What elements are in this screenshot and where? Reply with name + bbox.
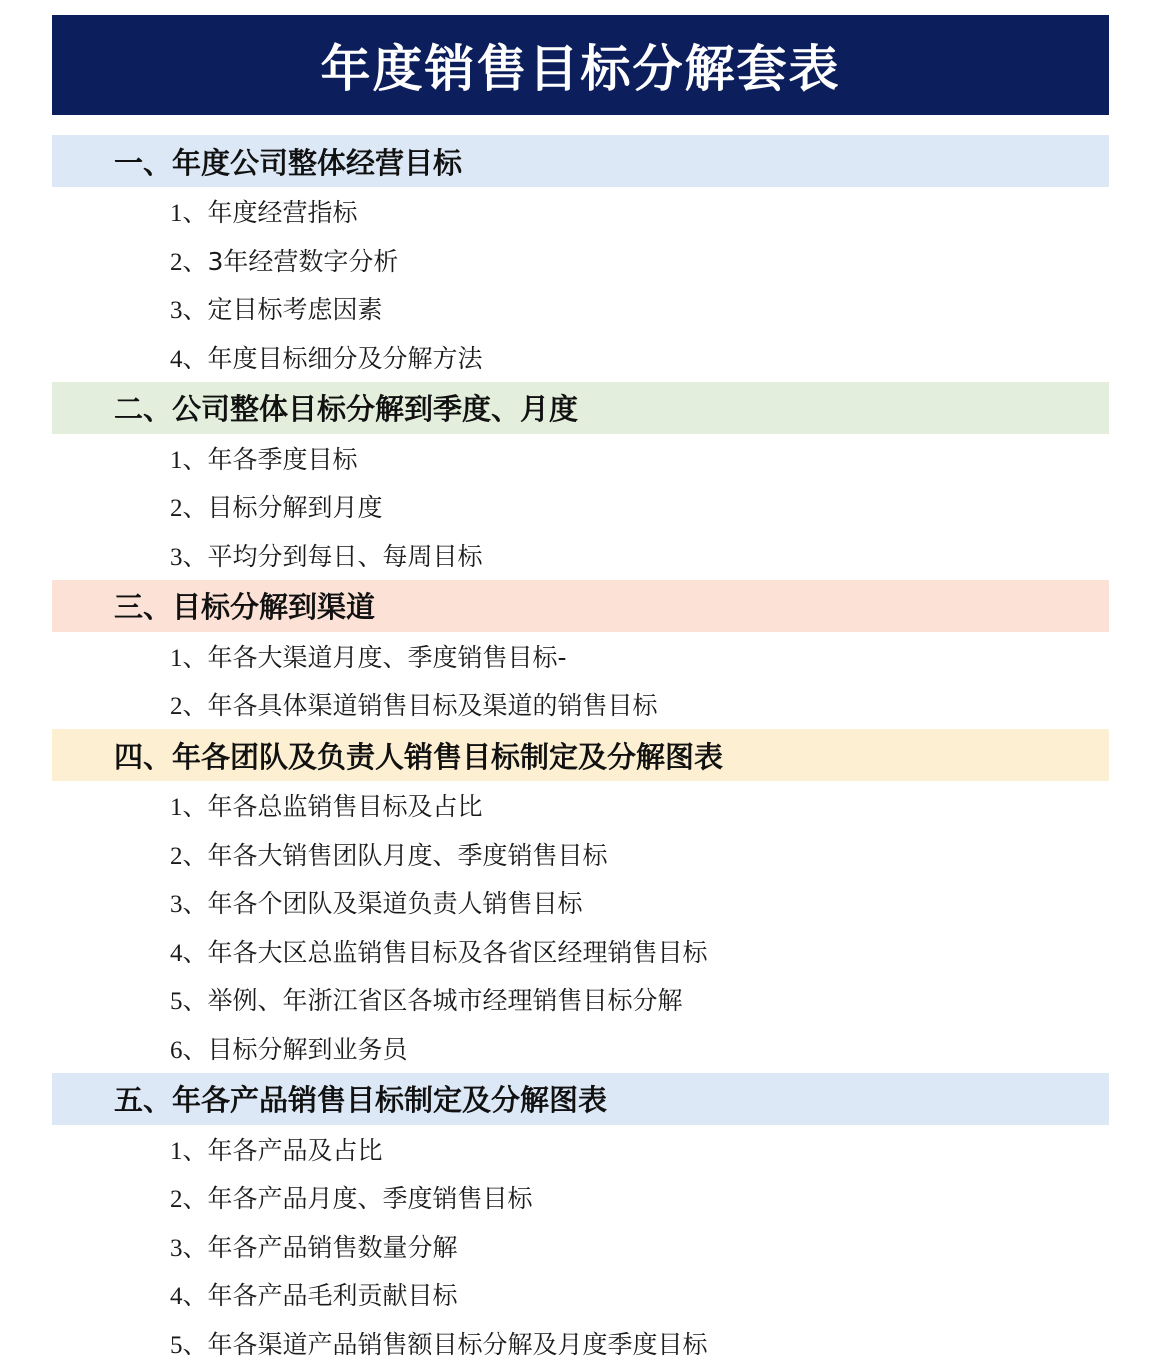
item-text: 举例、年浙江省区各城市经理销售目标分解: [207, 986, 683, 1015]
item-number: 4、: [170, 939, 208, 967]
item-number: 4、: [170, 345, 208, 373]
list-item: [170, 1028, 408, 1068]
item-text: 年各具体渠道销售目标及渠道的销售目标: [207, 691, 658, 720]
item-text: 目标分解到月度: [207, 493, 383, 522]
list-item: [170, 240, 398, 280]
section-title: 三、目标分解到渠道: [114, 590, 376, 624]
item-number: 1、: [170, 1137, 208, 1165]
section-title: 一、年度公司整体经营目标: [114, 145, 463, 180]
item-text: 年各个团队及渠道负责人销售目标: [207, 889, 583, 918]
item-number: 1、: [170, 200, 208, 227]
item-text: 年各总监销售目标及占比: [207, 792, 483, 821]
list-item: [170, 1323, 708, 1363]
item-text: 年各大渠道月度、季度销售目标-: [207, 642, 567, 672]
item-number: 2、: [170, 248, 208, 276]
item-text: 平均分到每日、每周目标: [207, 541, 483, 571]
item-text: 年各产品销售数量分解: [207, 1232, 458, 1262]
list-item: [170, 636, 567, 676]
item-number: 4、: [170, 1283, 208, 1310]
page-title: 年度销售目标分解套表: [320, 40, 841, 98]
item-number: 6、: [170, 1036, 208, 1064]
item-text: 目标分解到业务员: [207, 1034, 408, 1064]
item-text: 年各大销售团队月度、季度销售目标: [207, 840, 608, 870]
list-item: [170, 337, 483, 377]
list-item: [170, 438, 358, 478]
list-item: [170, 834, 608, 874]
item-number: 1、: [170, 794, 208, 821]
item-text: 年度目标细分及分解方法: [207, 343, 483, 373]
list-item: [170, 931, 708, 971]
item-number: 2、: [170, 693, 208, 720]
item-text: 年各产品及占比: [207, 1135, 383, 1165]
list-item: [170, 1129, 383, 1169]
item-text: 定目标考虑因素: [207, 295, 383, 324]
list-item: [170, 785, 483, 825]
list-item: [170, 1226, 458, 1266]
item-text: 年各产品月度、季度销售目标: [207, 1184, 533, 1213]
item-text: 年各渠道产品销售额目标分解及月度季度目标: [207, 1329, 708, 1359]
list-item: [170, 882, 583, 922]
item-text: 年度经营指标: [207, 198, 358, 227]
list-item: [170, 191, 358, 231]
list-item: [170, 1274, 458, 1314]
section-header: [52, 1073, 1109, 1125]
item-number: 5、: [170, 988, 208, 1015]
title-banner: [52, 15, 1109, 115]
list-item: [170, 486, 383, 526]
section-title: 四、年各团队及负责人销售目标制定及分解图表: [114, 739, 724, 774]
section-header: [52, 580, 1109, 632]
section-title: 二、公司整体目标分解到季度、月度: [114, 392, 579, 426]
list-item: [170, 535, 483, 575]
item-number: 2、: [170, 495, 208, 522]
item-number: 2、: [170, 842, 208, 870]
item-number: 3、: [170, 1234, 208, 1262]
item-number: 1、: [170, 644, 208, 672]
section-title: 五、年各产品销售目标制定及分解图表: [114, 1083, 608, 1117]
section-header: [52, 382, 1109, 434]
section-header: [52, 729, 1109, 781]
item-number: 5、: [170, 1331, 208, 1359]
item-number: 3、: [170, 891, 208, 918]
item-text: 年各大区总监销售目标及各省区经理销售目标: [207, 937, 708, 967]
item-text: 年各产品毛利贡献目标: [207, 1281, 458, 1310]
list-item: [170, 684, 658, 724]
list-item: [170, 979, 683, 1019]
section-header: [52, 135, 1109, 187]
list-item: [170, 288, 383, 328]
item-number: 3、: [170, 543, 208, 571]
item-number: 1、: [170, 446, 208, 474]
item-number: 2、: [170, 1186, 208, 1213]
item-text: 3年经营数字分析: [207, 246, 399, 276]
item-number: 3、: [170, 297, 208, 324]
list-item: [170, 1177, 533, 1217]
item-text: 年各季度目标: [207, 444, 358, 474]
